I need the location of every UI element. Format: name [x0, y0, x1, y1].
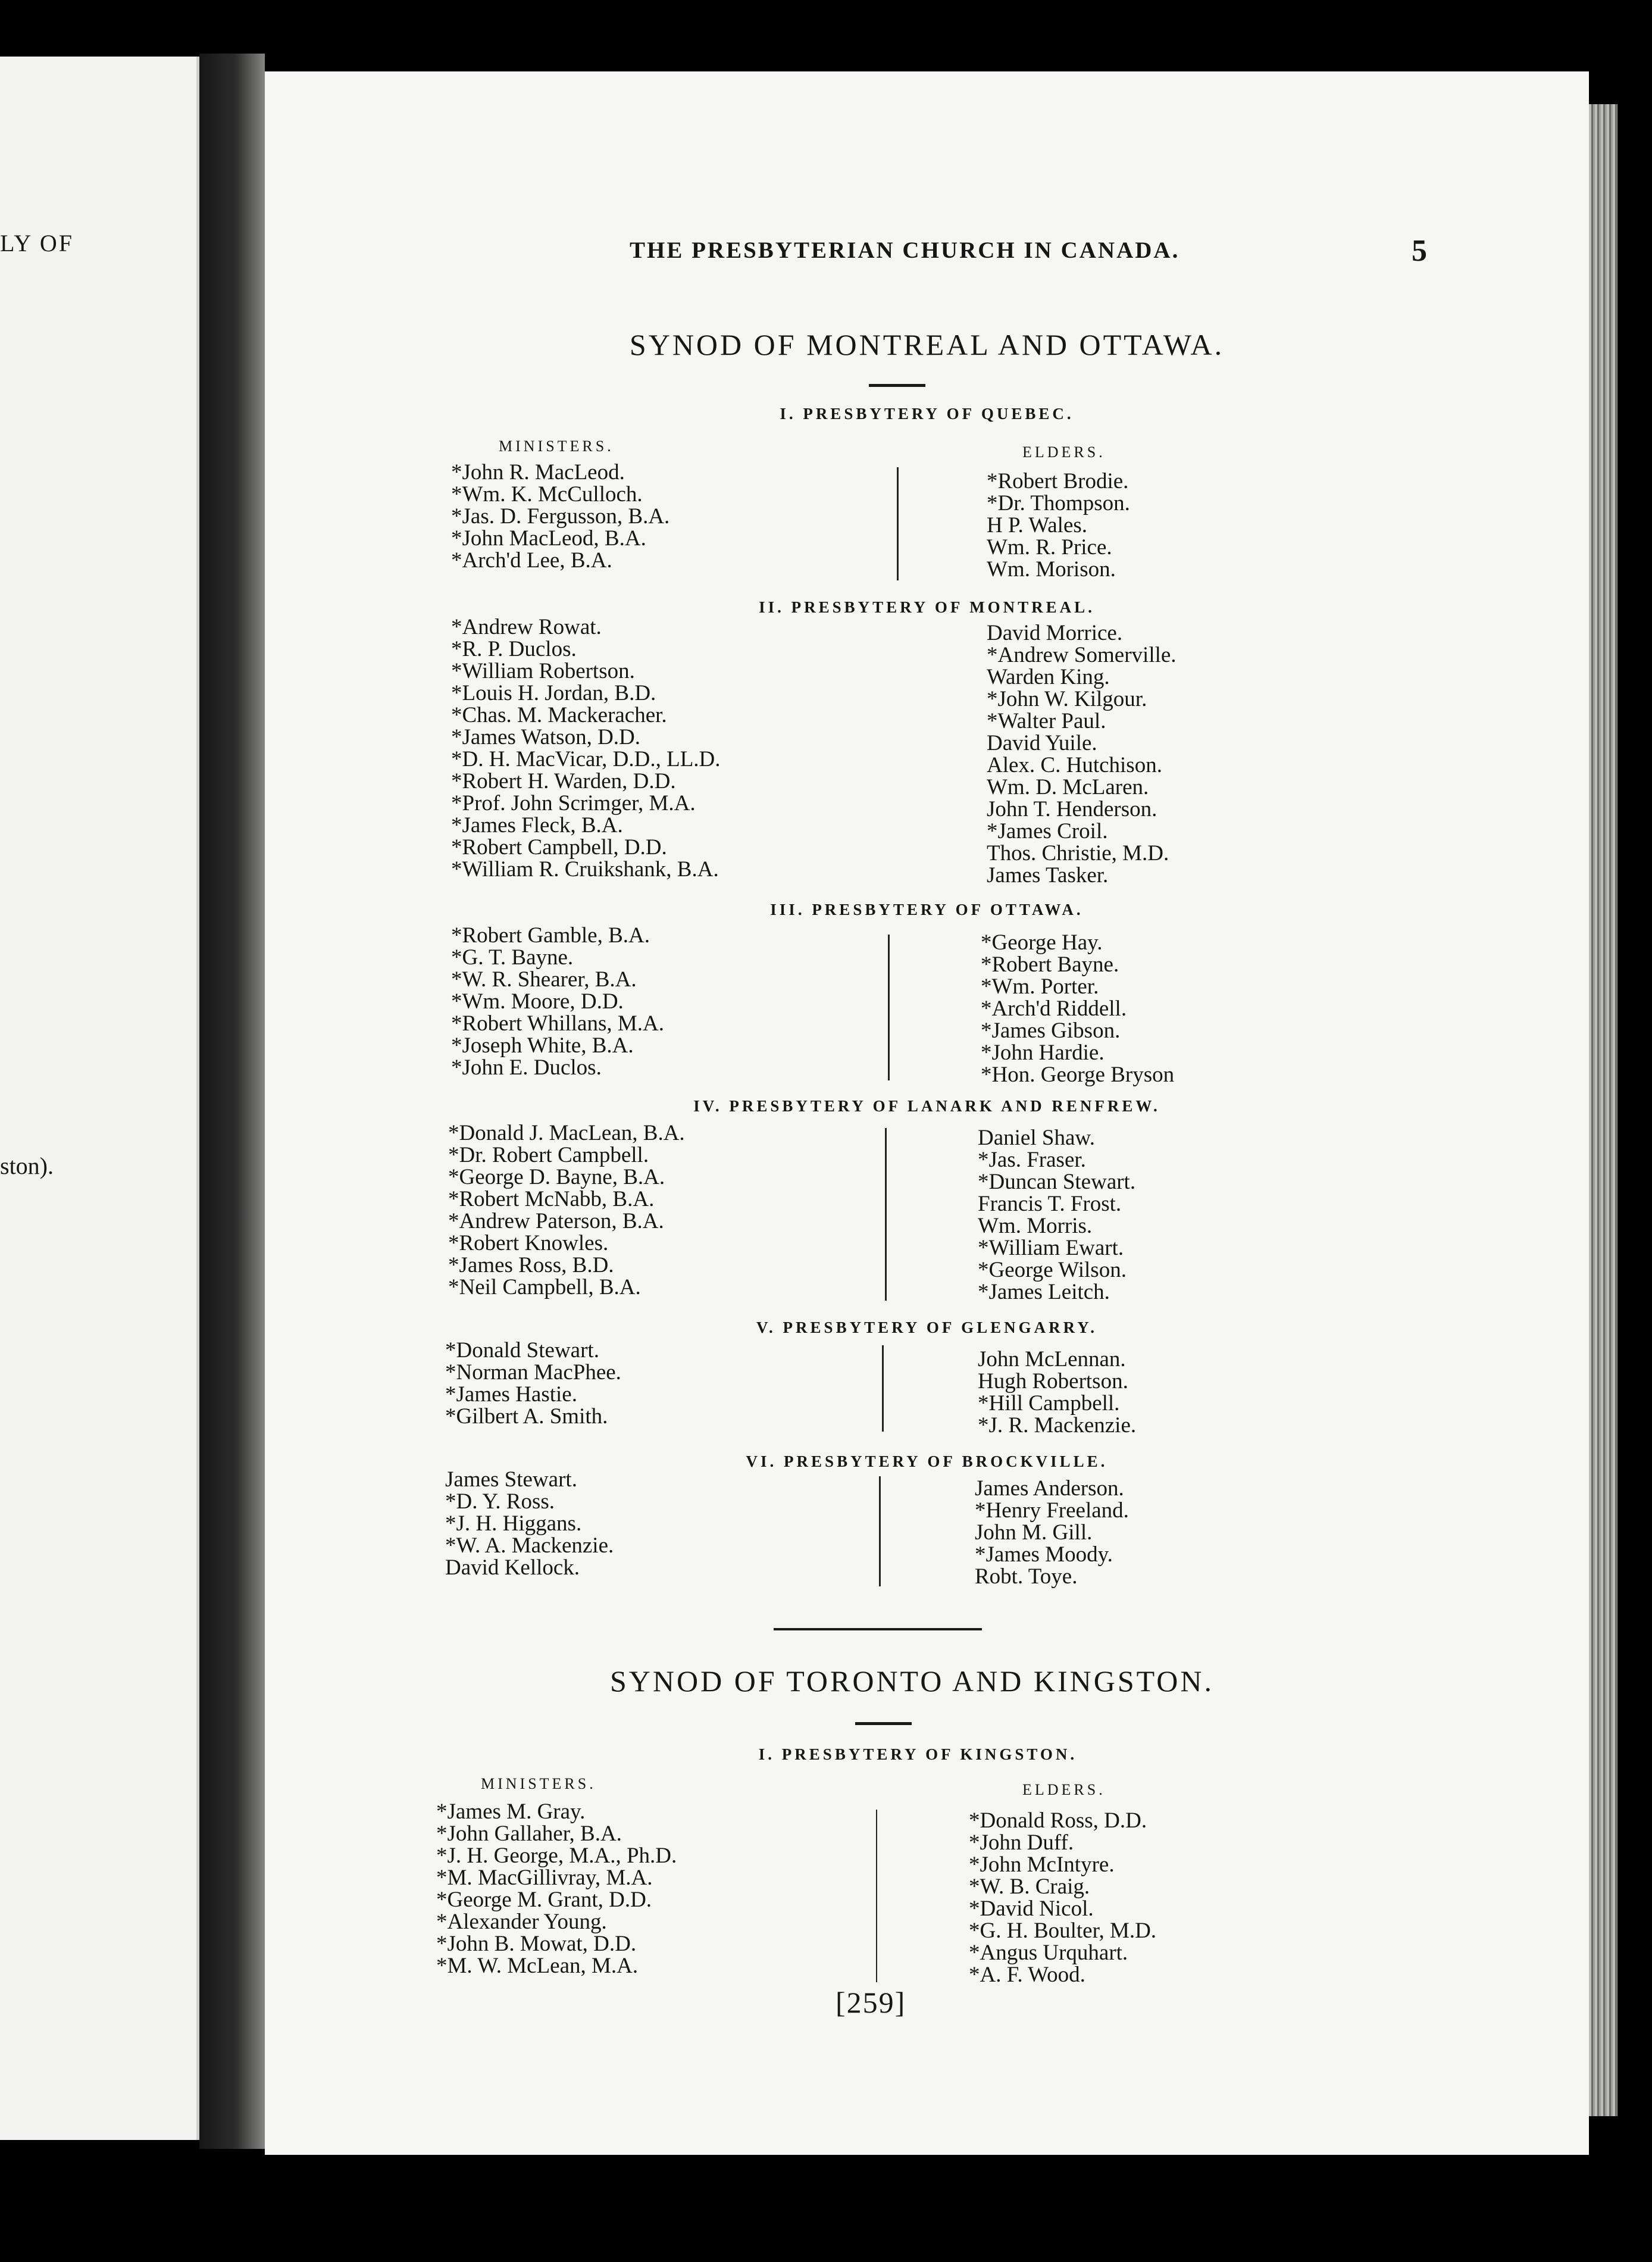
ministers-list — [445, 1339, 621, 1427]
column-divider — [897, 467, 899, 580]
presbytery-title: IV. PRESBYTERY OF LANARK AND RENFREW. — [693, 1097, 1160, 1115]
minister-entry: *William Robertson. — [451, 659, 635, 683]
column-divider — [885, 1128, 887, 1301]
minister-entry: *Donald J. MacLean, B.A. — [448, 1121, 685, 1145]
minister-entry: *G. T. Bayne. — [451, 945, 574, 970]
minister-entry: *Arch'd Lee, B.A. — [451, 548, 612, 573]
minister-entry: *George M. Grant, D.D. — [436, 1888, 652, 1912]
book-gutter — [199, 54, 265, 2149]
elders-list — [978, 1348, 1136, 1436]
minister-entry: *George D. Bayne, B.A. — [448, 1165, 665, 1189]
elder-entry: James Anderson. — [975, 1476, 1124, 1501]
title-rule — [869, 384, 925, 387]
elder-entry: *David Nicol. — [969, 1897, 1094, 1921]
ministers-list — [448, 1122, 685, 1298]
ministers-list — [445, 1469, 614, 1579]
minister-entry: *J. H. George, M.A., Ph.D. — [436, 1844, 677, 1868]
minister-entry: *Robert Gamble, B.A. — [451, 923, 650, 948]
elders-list — [987, 622, 1177, 886]
minister-entry: *M. MacGillivray, M.A. — [436, 1866, 653, 1890]
minister-entry: *John B. Mowat, D.D. — [436, 1932, 637, 1956]
ministers-list — [451, 616, 721, 880]
minister-entry: James Stewart. — [445, 1467, 577, 1492]
elder-entry: *Angus Urquhart. — [969, 1941, 1128, 1965]
minister-entry: *D. H. MacVicar, D.D., LL.D. — [451, 747, 721, 771]
elder-entry: *John Hardie. — [981, 1041, 1105, 1065]
elder-entry: Warden King. — [987, 665, 1110, 689]
minister-entry: *Robert H. Warden, D.D. — [451, 769, 676, 793]
elders-column-heading: ELDERS. — [1022, 443, 1106, 461]
elder-entry: *John Duff. — [969, 1830, 1074, 1855]
elder-entry: *John McIntyre. — [969, 1852, 1115, 1877]
signature-mark: [259] — [836, 1986, 906, 2019]
elder-entry: Francis T. Frost. — [978, 1192, 1122, 1216]
elder-entry: Wm. D. McLaren. — [987, 775, 1149, 799]
elder-entry: Thos. Christie, M.D. — [987, 841, 1169, 866]
presbytery-title: III. PRESBYTERY OF OTTAWA. — [770, 901, 1084, 918]
elder-entry: Alex. C. Hutchison. — [987, 753, 1162, 777]
minister-entry: *William R. Cruikshank, B.A. — [451, 857, 719, 882]
elder-entry: John T. Henderson. — [987, 797, 1157, 821]
elder-entry: *Hill Campbell. — [978, 1391, 1120, 1416]
elder-entry: *Jas. Fraser. — [978, 1148, 1086, 1172]
minister-entry: *J. H. Higgans. — [445, 1511, 582, 1536]
elder-entry: *Robert Bayne. — [981, 952, 1119, 977]
elder-entry: John M. Gill. — [975, 1520, 1093, 1545]
title-rule — [855, 1722, 912, 1725]
elder-entry: H P. Wales. — [987, 513, 1088, 538]
elder-entry: *Arch'd Riddell. — [981, 996, 1127, 1021]
minister-entry: *John Gallaher, B.A. — [436, 1822, 622, 1846]
elders-list — [969, 1810, 1156, 1986]
presbytery-title: V. PRESBYTERY OF GLENGARRY. — [756, 1319, 1097, 1336]
presbytery-title: VI. PRESBYTERY OF BROCKVILLE. — [746, 1452, 1108, 1470]
ministers-list — [451, 461, 669, 571]
minister-entry: *W. A. Mackenzie. — [445, 1533, 614, 1558]
minister-entry: *James Fleck, B.A. — [451, 813, 623, 838]
minister-entry: *Prof. John Scrimger, M.A. — [451, 791, 696, 816]
minister-entry: *Wm. K. McCulloch. — [451, 482, 643, 507]
elder-entry: Wm. Morison. — [987, 557, 1116, 582]
minister-entry: *Robert Knowles. — [448, 1231, 609, 1255]
elder-entry: *James Moody. — [975, 1542, 1113, 1567]
elder-entry: *James Croil. — [987, 819, 1108, 843]
ministers-list — [436, 1801, 677, 1977]
elders-list — [975, 1477, 1129, 1588]
elder-entry: David Morrice. — [987, 621, 1123, 645]
elders-column-heading: ELDERS. — [1022, 1781, 1106, 1798]
minister-entry: David Kellock. — [445, 1555, 580, 1580]
minister-entry: *Wm. Moore, D.D. — [451, 989, 624, 1014]
elders-list — [981, 932, 1174, 1086]
minister-entry: *Gilbert A. Smith. — [445, 1404, 608, 1429]
minister-entry: *Robert McNabb, B.A. — [448, 1187, 655, 1211]
column-divider — [882, 1345, 884, 1432]
ministers-list — [451, 924, 664, 1079]
minister-entry: *Dr. Robert Campbell. — [448, 1143, 649, 1167]
ministers-column-heading: MINISTERS. — [481, 1775, 596, 1792]
minister-entry: *Alexander Young. — [436, 1910, 607, 1934]
minister-entry: *Donald Stewart. — [445, 1338, 599, 1363]
elder-entry: *William Ewart. — [978, 1236, 1124, 1260]
elder-entry: *James Leitch. — [978, 1280, 1110, 1304]
elder-entry: Daniel Shaw. — [978, 1126, 1095, 1150]
elder-entry: *Duncan Stewart. — [978, 1170, 1136, 1194]
minister-entry: *John R. MacLeod. — [451, 460, 625, 485]
presbytery-title: I. PRESBYTERY OF QUEBEC. — [780, 405, 1074, 423]
elder-entry: Robt. Toye. — [975, 1564, 1078, 1589]
elder-entry: *Wm. Porter. — [981, 974, 1099, 999]
elders-list — [987, 470, 1130, 580]
elder-entry: *James Gibson. — [981, 1018, 1121, 1043]
elder-entry: *Walter Paul. — [987, 709, 1106, 733]
facing-page — [0, 57, 200, 2140]
column-divider — [876, 1810, 877, 1982]
minister-entry: *Andrew Rowat. — [451, 615, 602, 639]
minister-entry: *Robert Campbell, D.D. — [451, 835, 667, 860]
minister-entry: *Jas. D. Fergusson, B.A. — [451, 504, 670, 529]
elder-entry: *George Hay. — [981, 930, 1103, 955]
synod-title: SYNOD OF MONTREAL AND OTTAWA. — [629, 328, 1225, 361]
minister-entry: *W. R. Shearer, B.A. — [451, 967, 637, 992]
minister-entry: *Norman MacPhee. — [445, 1360, 621, 1385]
section-divider-rule — [774, 1628, 982, 1630]
minister-entry: *Louis H. Jordan, B.D. — [451, 681, 656, 705]
page-number: 5 — [1412, 234, 1427, 268]
elder-entry: *Henry Freeland. — [975, 1498, 1129, 1523]
column-divider — [879, 1476, 881, 1586]
elders-list — [978, 1127, 1135, 1303]
page-edges — [1589, 104, 1617, 2116]
elder-entry: *W. B. Craig. — [969, 1874, 1090, 1899]
minister-entry: *Chas. M. Mackeracher. — [451, 703, 667, 727]
elder-entry: *John W. Kilgour. — [987, 687, 1147, 711]
minister-entry: *Andrew Paterson, B.A. — [448, 1209, 664, 1233]
minister-entry: *James M. Gray. — [436, 1799, 586, 1824]
elder-entry: Wm. R. Price. — [987, 535, 1112, 560]
elder-entry: David Yuile. — [987, 731, 1097, 755]
elder-entry: *Dr. Thompson. — [987, 491, 1130, 515]
elder-entry: John McLennan. — [978, 1347, 1126, 1371]
elder-entry: *Hon. George Bryson — [981, 1063, 1175, 1087]
elder-entry: *Robert Brodie. — [987, 469, 1129, 493]
column-divider — [888, 935, 890, 1080]
elder-entry: *George Wilson. — [978, 1258, 1127, 1282]
elder-entry: *Donald Ross, D.D. — [969, 1808, 1147, 1833]
minister-entry: *Robert Whillans, M.A. — [451, 1011, 664, 1036]
minister-entry: *James Hastie. — [445, 1382, 577, 1407]
elder-entry: Wm. Morris. — [978, 1214, 1093, 1238]
minister-entry: *R. P. Duclos. — [451, 637, 577, 661]
synod-title: SYNOD OF TORONTO AND KINGSTON. — [609, 1664, 1215, 1698]
ministers-column-heading: MINISTERS. — [499, 438, 614, 455]
elder-entry: *A. F. Wood. — [969, 1963, 1085, 1987]
minister-entry: *M. W. McLean, M.A. — [436, 1954, 639, 1978]
running-head: THE PRESBYTERIAN CHURCH IN CANADA. — [630, 238, 1180, 263]
minister-entry: *D. Y. Ross. — [445, 1489, 555, 1514]
facing-page-text-fragment: ston). — [0, 1152, 54, 1179]
minister-entry: *John MacLeod, B.A. — [451, 526, 646, 551]
presbytery-title: II. PRESBYTERY OF MONTREAL. — [759, 598, 1095, 616]
minister-entry: *John E. Duclos. — [451, 1055, 602, 1080]
minister-entry: *Neil Campbell, B.A. — [448, 1275, 641, 1299]
facing-page-header-fragment: LY OF — [0, 230, 74, 257]
elder-entry: Hugh Robertson. — [978, 1369, 1128, 1394]
minister-entry: *James Watson, D.D. — [451, 725, 641, 749]
elder-entry: *Andrew Somerville. — [987, 643, 1177, 667]
elder-entry: *J. R. Mackenzie. — [978, 1413, 1137, 1438]
presbytery-title: I. PRESBYTERY OF KINGSTON. — [758, 1745, 1078, 1763]
minister-entry: *James Ross, B.D. — [448, 1253, 614, 1277]
elder-entry: *G. H. Boulter, M.D. — [969, 1919, 1157, 1943]
minister-entry: *Joseph White, B.A. — [451, 1033, 634, 1058]
elder-entry: James Tasker. — [987, 863, 1109, 888]
